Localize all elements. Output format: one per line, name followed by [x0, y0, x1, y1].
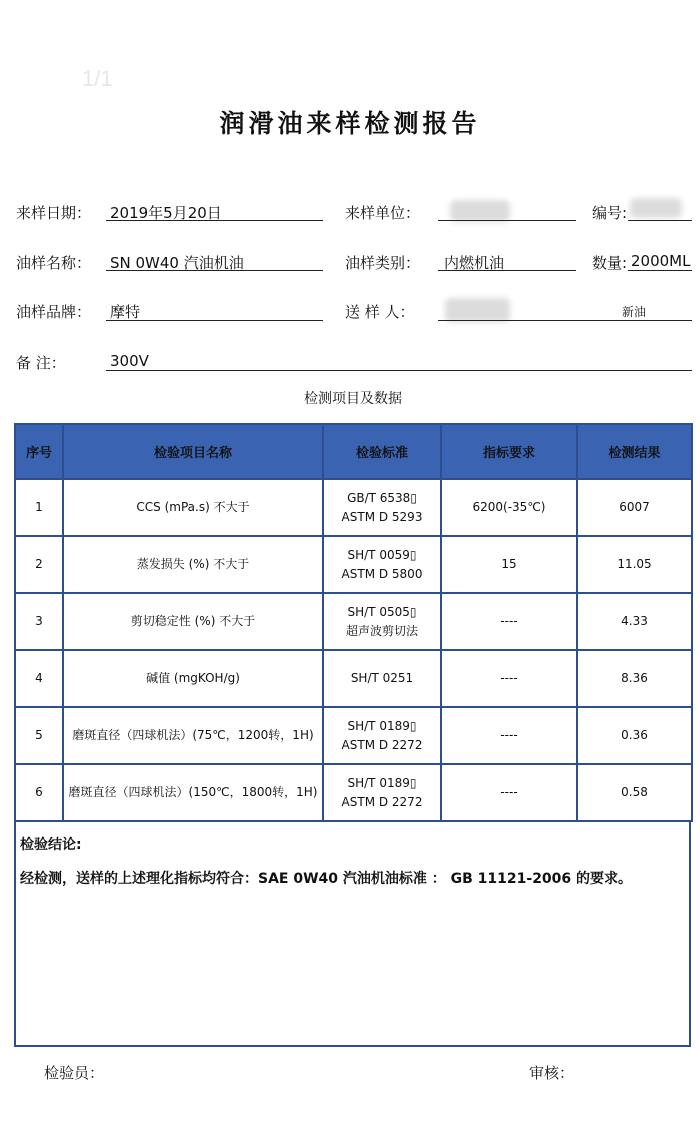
conclusion-text: 经检测，送样的上述理化指标均符合：SAE 0W40 汽油机油标准 ： GB 11121-2006 的要求。 [20, 871, 633, 887]
standard-cell [323, 536, 441, 593]
standard-line-1: SH/T 0505▯ [347, 604, 417, 619]
oil-name-value: SN 0W40 汽油机油 [110, 254, 244, 272]
item-name: CCS (mPa.s) 不大于 [63, 479, 323, 536]
sender-underline [438, 320, 578, 321]
redacted-number [630, 198, 682, 218]
requirement-cell: ---- [441, 764, 577, 821]
requirement-cell: ---- [441, 650, 577, 707]
oil-type-label: 油样类别： [345, 254, 421, 272]
oil-name-underline [106, 270, 323, 271]
standard-cell [323, 650, 441, 707]
col-header-no: 序号 [15, 424, 63, 479]
inspector-label: 检验员： [44, 1064, 105, 1082]
col-header-result: 检测结果 [577, 424, 692, 479]
oil-state-value: 新油 [622, 305, 647, 319]
conclusion-box [14, 820, 691, 1047]
sample-date-value: 2019年5月20日 [110, 204, 222, 222]
row-number: 6 [15, 764, 63, 821]
sample-date-underline [106, 220, 323, 221]
item-name: 碱值 (mgKOH/g) [63, 650, 323, 707]
table-row [15, 593, 692, 650]
col-header-requirement: 指标要求 [441, 424, 577, 479]
standard-line-1: SH/T 0059▯ [347, 547, 417, 562]
sender-label: 送 样 人： [345, 303, 415, 321]
table-row [15, 707, 692, 764]
requirement-cell: 6200(-35℃) [441, 479, 577, 536]
oil-name-label: 油样名称： [16, 254, 92, 272]
standard-line-2: ASTM D 5800 [341, 566, 423, 581]
remark-label: 备 注： [16, 354, 66, 372]
number-label: 编号: [592, 204, 628, 222]
col-header-standard: 检验标准 [323, 424, 441, 479]
result-cell: 8.36 [577, 650, 692, 707]
row-number: 2 [15, 536, 63, 593]
standard-cell [323, 707, 441, 764]
table-row [15, 536, 692, 593]
standard-line-1: GB/T 6538▯ [347, 490, 417, 505]
number-underline [628, 220, 692, 221]
row-number: 3 [15, 593, 63, 650]
requirement-cell: 15 [441, 536, 577, 593]
page-number: 1/1 [82, 66, 113, 91]
requirement-cell: ---- [441, 707, 577, 764]
sample-unit-underline [438, 220, 576, 221]
redacted-unit [450, 200, 510, 222]
row-number: 4 [15, 650, 63, 707]
sample-date-label: 来样日期： [16, 204, 92, 222]
table-caption: 检测项目及数据 [304, 391, 402, 407]
table-row [15, 479, 692, 536]
standard-line-1: SH/T 0189▯ [347, 775, 417, 790]
item-name: 磨斑直径（四球机法）(150℃，1800转，1H) [63, 764, 323, 821]
col-header-item: 检验项目名称 [63, 424, 323, 479]
reviewer-label: 审核： [529, 1064, 575, 1082]
standard-cell [323, 593, 441, 650]
inspection-table [14, 423, 693, 822]
quantity-value: 2000ML [631, 252, 691, 270]
standard-line-2: ASTM D 2272 [341, 737, 423, 752]
sample-unit-label: 来样单位： [345, 204, 421, 222]
oil-type-underline [438, 270, 576, 271]
standard-line-2: 超声波剪切法 [345, 623, 418, 638]
quantity-label: 数量: [592, 254, 628, 272]
table-row [15, 650, 692, 707]
standard-line-1: SH/T 0251 [350, 671, 414, 685]
brand-label: 油样品牌： [16, 303, 92, 321]
item-name: 剪切稳定性 (%) 不大于 [63, 593, 323, 650]
requirement-cell: ---- [441, 593, 577, 650]
item-name: 磨斑直径（四球机法）(75℃，1200转，1H) [63, 707, 323, 764]
standard-line-2: ASTM D 5293 [341, 509, 423, 524]
standard-cell [323, 479, 441, 536]
report-title: 润滑油来样检测报告 [219, 109, 481, 138]
redacted-sender [445, 298, 510, 322]
quantity-underline [628, 270, 692, 271]
oil-type-value: 内燃机油 [444, 254, 505, 272]
table-header-row [15, 424, 692, 479]
result-cell: 6007 [577, 479, 692, 536]
result-cell: 4.33 [577, 593, 692, 650]
row-number: 1 [15, 479, 63, 536]
item-name: 蒸发损失 (%) 不大于 [63, 536, 323, 593]
standard-cell [323, 764, 441, 821]
conclusion-title: 检验结论: [20, 837, 82, 853]
table-row [15, 764, 692, 821]
brand-underline [106, 320, 323, 321]
standard-line-2: ASTM D 2272 [341, 794, 423, 809]
remark-underline [106, 370, 692, 371]
row-number: 5 [15, 707, 63, 764]
result-cell: 11.05 [577, 536, 692, 593]
oil-state-underline [578, 320, 692, 321]
standard-line-1: SH/T 0189▯ [347, 718, 417, 733]
brand-value: 摩特 [110, 303, 141, 321]
result-cell: 0.58 [577, 764, 692, 821]
result-cell: 0.36 [577, 707, 692, 764]
remark-value: 300V [110, 352, 149, 370]
